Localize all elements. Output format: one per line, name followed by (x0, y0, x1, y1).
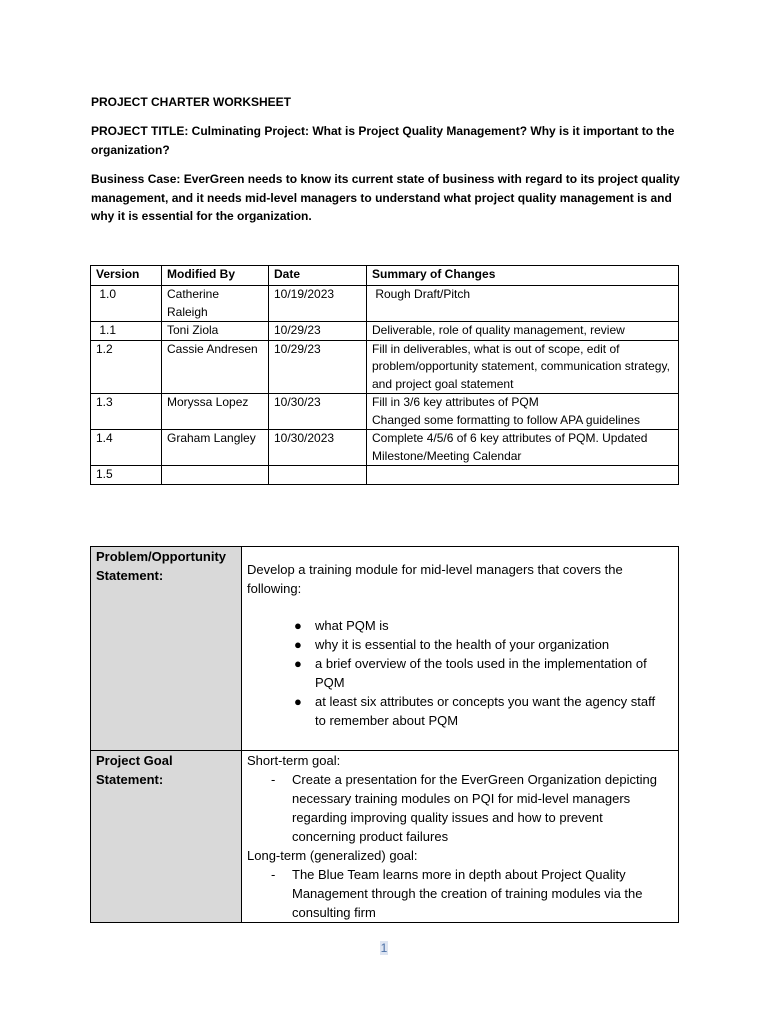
header-version: Version (91, 266, 162, 286)
long-term-goal-list (247, 865, 673, 922)
table-row (91, 322, 679, 341)
cell-date: 10/30/2023 (269, 430, 367, 466)
cell-date: 10/19/2023 (269, 286, 367, 322)
page-number (0, 941, 768, 955)
document-heading: PROJECT CHARTER WORKSHEET (91, 95, 292, 109)
short-term-goal-heading: Short-term goal: (247, 753, 341, 768)
list-item-text: why it is essential to the health of your organization (315, 637, 610, 652)
dash-icon: - (271, 867, 276, 882)
cell-date: 10/30/23 (269, 394, 367, 430)
cell-summary: Complete 4/5/6 of 6 key attributes of PQM. Updated Milestone/Meeting Calendar (367, 430, 679, 466)
list-item (294, 616, 663, 635)
long-term-goal-heading: Long-term (generalized) goal: (247, 848, 418, 863)
cell-version: 1.1 (91, 322, 162, 341)
problem-opportunity-row (91, 547, 679, 751)
table-header-row (91, 266, 679, 286)
project-goal-label: Project Goal Statement: (91, 751, 242, 923)
cell-modified-by: Toni Ziola (162, 322, 269, 341)
header-modified-by: Modified By (162, 266, 269, 286)
list-item (294, 635, 663, 654)
list-item-text: a brief overview of the tools used in the implementation of PQM (315, 656, 647, 690)
cell-date: 10/29/23 (269, 340, 367, 394)
cell-modified-by: Cassie Andresen (162, 340, 269, 394)
list-item-text: what PQM is (315, 618, 389, 633)
table-row (91, 394, 679, 430)
list-item-text: The Blue Team learns more in depth about Project Quality Management through the creation of training modules via the consulting firm (292, 867, 643, 920)
cell-summary: Fill in deliverables, what is out of scope, edit of problem/opportunity statement, communication strategy, and project goal statement (367, 340, 679, 394)
cell-version: 1.5 (91, 466, 162, 485)
cell-modified-by (162, 466, 269, 485)
list-item (271, 865, 663, 922)
problem-opportunity-intro: Develop a training module for mid-level managers that covers the following: (247, 562, 623, 596)
cell-summary (367, 466, 679, 485)
table-row (91, 286, 679, 322)
problem-opportunity-label: Problem/Opportunity Statement: (91, 547, 242, 751)
problem-opportunity-list (247, 616, 673, 730)
charter-table (90, 546, 679, 923)
table-row (91, 430, 679, 466)
cell-date: 10/29/23 (269, 322, 367, 341)
page-number-text: 1 (380, 941, 388, 955)
cell-modified-by: Graham Langley (162, 430, 269, 466)
list-item-text: Create a presentation for the EverGreen Organization depicting necessary training modules on PQI for mid-level managers regarding improving quality issues and how to prevent concerning product failures (292, 772, 657, 844)
cell-date (269, 466, 367, 485)
revision-history-table (90, 265, 679, 485)
bullet-icon: ● (294, 618, 302, 633)
bullet-icon: ● (294, 656, 302, 671)
list-item-text: at least six attributes or concepts you want the agency staff to remember about PQM (315, 694, 656, 728)
cell-version: 1.2 (91, 340, 162, 394)
short-term-goal-list (247, 770, 673, 846)
table-row (91, 340, 679, 394)
project-title: PROJECT TITLE: Culminating Project: What is Project Quality Management? Why is it important to the organization? (91, 124, 675, 157)
dash-icon: - (271, 772, 276, 787)
header-summary: Summary of Changes (367, 266, 679, 286)
cell-version: 1.4 (91, 430, 162, 466)
cell-summary: Rough Draft/Pitch (367, 286, 679, 322)
project-goal-row (91, 751, 679, 923)
bullet-icon: ● (294, 637, 302, 652)
bullet-icon: ● (294, 694, 302, 709)
cell-version: 1.0 (91, 286, 162, 322)
list-item (294, 654, 663, 692)
list-item (271, 770, 663, 846)
project-goal-content (242, 751, 679, 923)
problem-opportunity-content (242, 547, 679, 751)
cell-modified-by: Moryssa Lopez (162, 394, 269, 430)
cell-summary: Deliverable, role of quality management, review (367, 322, 679, 341)
header-date: Date (269, 266, 367, 286)
cell-modified-by: Catherine Raleigh (162, 286, 269, 322)
list-item (294, 692, 663, 730)
business-case: Business Case: EverGreen needs to know its current state of business with regard to its project quality management, and it needs mid-level managers to understand what project quality management is and why it is essential for the organization. (91, 172, 680, 223)
cell-version: 1.3 (91, 394, 162, 430)
cell-summary: Fill in 3/6 key attributes of PQM Changed some formatting to follow APA guidelines (367, 394, 679, 430)
table-row (91, 466, 679, 485)
